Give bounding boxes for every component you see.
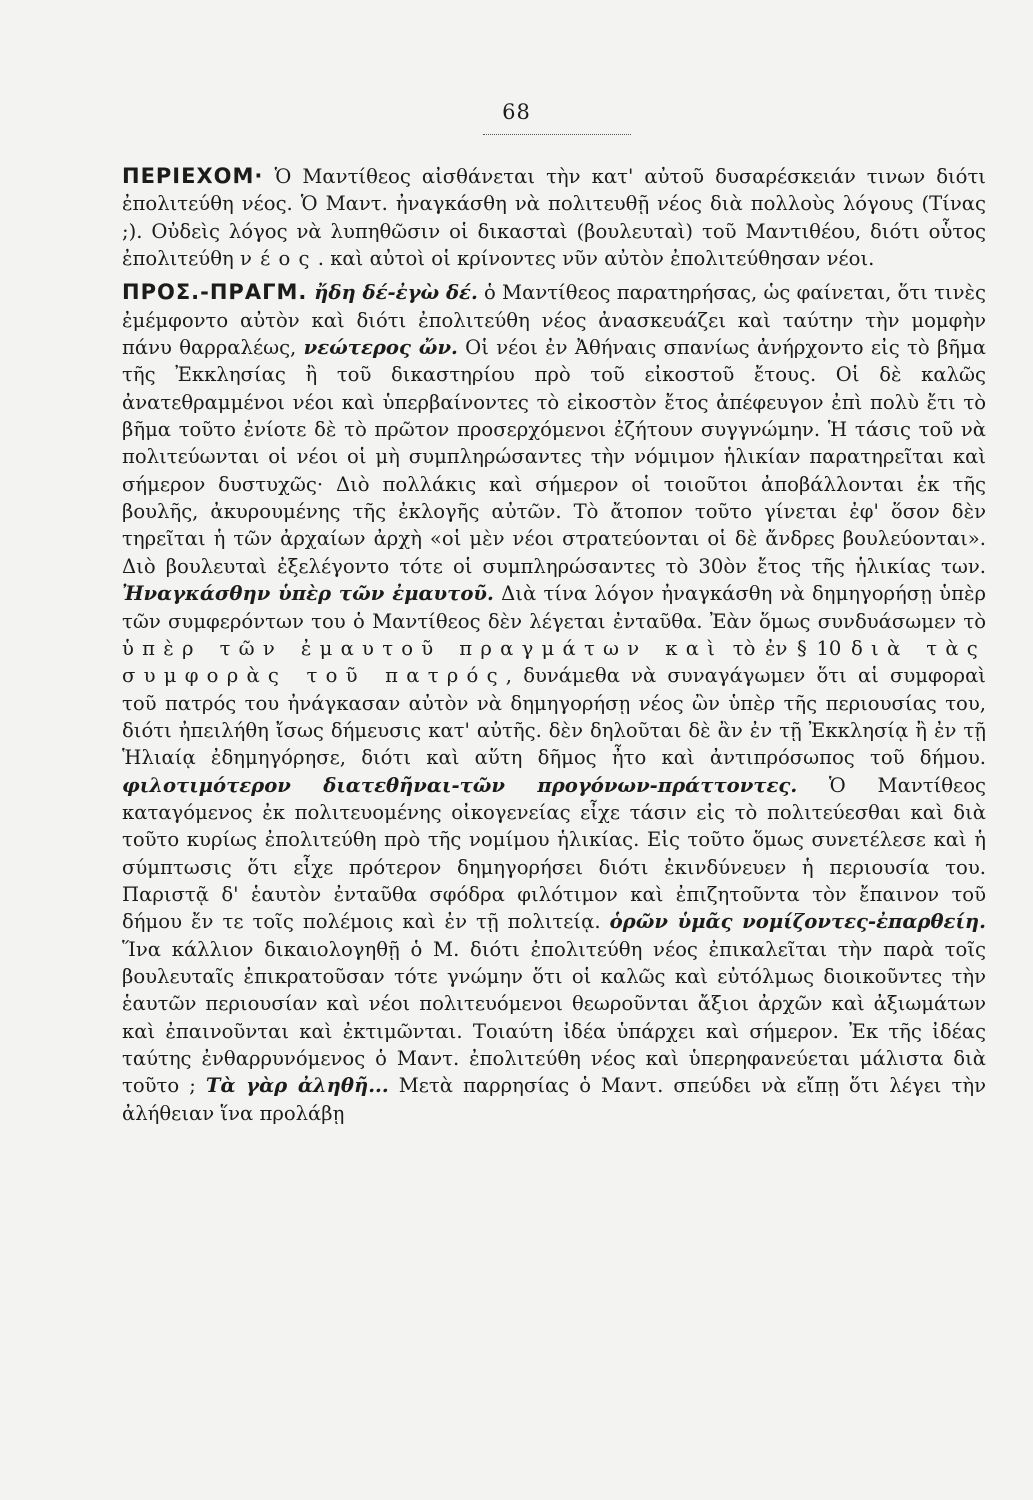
summary-text-end: . καὶ αὐτοὶ οἱ κρίνοντες νῦν αὐτὸν ἐπολιτεύθησαν νέοι. xyxy=(317,247,875,271)
commentary-text: Μετὰ παρρησίας ὁ Μαντ. σπεύδει νὰ εἴπῃ ὅτι λέγει τὴν ἀλήθειαν ἵνα προλάβῃ xyxy=(122,1074,986,1125)
lemma: ὁρῶν ὑμᾶς νομίζοντες-ἐπαρθείη. xyxy=(609,910,986,934)
lemma: φιλοτιμότερον διατεθῆναι-τῶν προγόνων-πράττοντες. xyxy=(122,773,798,797)
commentary-body xyxy=(122,163,986,1127)
section-commentary xyxy=(122,279,986,1127)
commentary-text: Διὰ τίνα λόγον ἠναγκάσθη νὰ δημηγορήσῃ ὑπὲρ τῶν συμφερόντων του ὁ Μαντίθεος δὲν λέγεται ἐνταῦθα. Ἐὰν ὅμως συνδυάσωμεν τὸ xyxy=(122,582,987,633)
section-label: ΠΕΡΙΕΧΟΜ· xyxy=(122,164,264,188)
spaced-word: νέος xyxy=(239,247,318,271)
lemma: ἤδη δέ-ἐγὼ δέ. xyxy=(307,281,478,305)
header-rule xyxy=(483,134,631,135)
section-summary xyxy=(122,163,986,272)
commentary-text: , δυνάμεθα νὰ συναγάγωμεν ὅτι αἱ συμφοραὶ τοῦ πατρός του ἠνάγκασαν αὐτὸν νὰ δημηγορήσῃ νέος ὢν ὑπὲρ τῆς περιουσίας του, διότι ἠπειλήθη ἴσως δήμευσις κατ' αὐτῆς. δὲν δηλοῦται δὲ ἂν ἐν τῇ Ἐκκλησίᾳ ἢ ἐν τῇ Ἡλιαίᾳ ἐδημηγόρησε, διότι καὶ αὕτη δῆμος ἦτο καὶ ἀντιπρόσωπος τοῦ δήμου. xyxy=(122,664,986,770)
lemma: νεώτερος ὤν. xyxy=(303,336,458,360)
commentary-text: τὸ ἐν § 10 xyxy=(723,636,852,660)
commentary-text: ὁ Μαντίθεος παρατηρήσας, ὡς φαίνεται, ὅτι τινὲς ἐμέμφοντο αὐτὸν καὶ διότι ἐπολιτεύθη νέος ἀνασκευάζει καὶ ταύτην τὴν μομφὴν πάνυ θαρραλέως, xyxy=(122,281,987,360)
lemma: Ἠναγκάσθην ὑπὲρ τῶν ἐμαυτοῦ. xyxy=(122,582,494,606)
summary-text: Ὁ Μαντίθεος αἰσθάνεται τὴν κατ' αὐτοῦ δυσαρέσκειάν τινων διότι ἐπολιτεύθη νέος. Ὁ Μαντ. ἠναγκάσθη νὰ πολιτευθῇ νέος διὰ πολλοὺς λόγους (Τίνας ;). Οὐδεὶς λόγος νὰ λυπηθῶσιν οἱ δικασταὶ (βουλευταὶ) τοῦ Μαντιθέου, διότι οὗτος ἐπολιτεύθη xyxy=(122,165,986,271)
lemma: Τὰ γὰρ ἀληθῆ... xyxy=(205,1074,389,1098)
commentary-text: Οἱ νέοι ἐν Ἀθήναις σπανίως ἀνήρχοντο εἰς τὸ βῆμα τῆς Ἐκκλησίας ἢ τοῦ δικαστηρίου πρὸ τοῦ εἰκοστοῦ ἔτους. Οἱ δὲ καλῶς ἀνατεθραμμένοι νέοι καὶ ὑπερβαίνοντες τὸ εἰκοστὸν ἔτος ἀπέφευγον ἐπὶ πολὺ ἔτι τὸ βῆμα τοῦτο ἐνίοτε δὲ τὸ πρῶτον προσερχόμενοι ἐζήτουν συγγνώμην. Ἡ τάσις τοῦ νὰ πολιτεύωνται οἱ νέοι οἱ μὴ συμπληρώσαντες τὴν νόμιμον ἡλικίαν παρατηρεῖται καὶ σήμερον δυστυχῶς· Διὸ πολλάκις καὶ σήμερον οἱ τοιοῦτοι ἀποβάλλονται ἐκ τῆς βουλῆς, ἀκυρουμένης τῆς ἐκλογῆς αὐτῶν. Τὸ ἄτοπον τοῦτο γίνεται ἐφ' ὅσον δὲν τηρεῖται ἡ τῶν ἀρχαίων ἀρχὴ «οἱ μὲν νέοι στρατεύονται οἱ δὲ ἄνδρες βουλεύονται». Διὸ βουλευταὶ ἐξελέγοντο τότε οἱ συμπληρώσαντες τὸ 30ὸν ἔτος τῆς ἡλικίας των. xyxy=(122,336,986,578)
section-label: ΠΡΟΣ.-ΠΡΑΓΜ. xyxy=(122,280,308,305)
page-number: 68 xyxy=(502,100,531,124)
spaced-phrase: ὑπὲρ τῶν ἐμαυτοῦ πραγμάτων καὶ xyxy=(122,636,724,660)
spaced-phrase: διὰ τὰς συμφορὰς τοῦ πατρός xyxy=(122,636,987,688)
commentary-text: Ὁ Μαντίθεος καταγόμενος ἐκ πολιτευομένης οἰκογενείας εἶχε τάσιν εἰς τὸ πολιτεύεσθαι καὶ διὰ τοῦτο κυρίως ἐπολιτεύθη πρὸ τῆς νομίμου ἡλικίας. Εἰς τοῦτο ὅμως συνετέλεσε καὶ ἡ σύμπτωσις ὅτι εἶχε πρότερον δημηγορήσει διότι ἐκινδύνευεν ἡ περιουσία του. Παριστᾷ δ' ἑαυτὸν ἐνταῦθα σφόδρα φιλότιμον καὶ ἐπιζητοῦντα τὸν ἔπαινον τοῦ δήμου ἔν τε τοῖς πολέμοις καὶ ἐν τῇ πολιτείᾳ. xyxy=(122,773,986,934)
commentary-text: Ἵνα κάλλιον δικαιολογηθῇ ὁ Μ. διότι ἐπολιτεύθη νέος ἐπικαλεῖται τὴν παρὰ τοῖς βουλευταῖς ἐπικρατοῦσαν τότε γνώμην ὅτι οἱ καλῶς καὶ εὐτόλμως διοικοῦντες τὴν ἑαυτῶν περιουσίαν καὶ νέοι πολιτευόμενοι θεωροῦνται ἄξιοι ἀρχῶν καὶ ἀξιωμάτων καὶ ἐπαινοῦνται καὶ ἐκτιμῶνται. Τοιαύτη ἰδέα ὑπάρχει καὶ σήμερον. Ἐκ τῆς ἰδέας ταύτης ἐνθαρρυνόμενος ὁ Μαντ. ἐπολιτεύθη νέος καὶ ὑπερηφανεύεται μάλιστα διὰ τοῦτο ; xyxy=(122,937,986,1098)
